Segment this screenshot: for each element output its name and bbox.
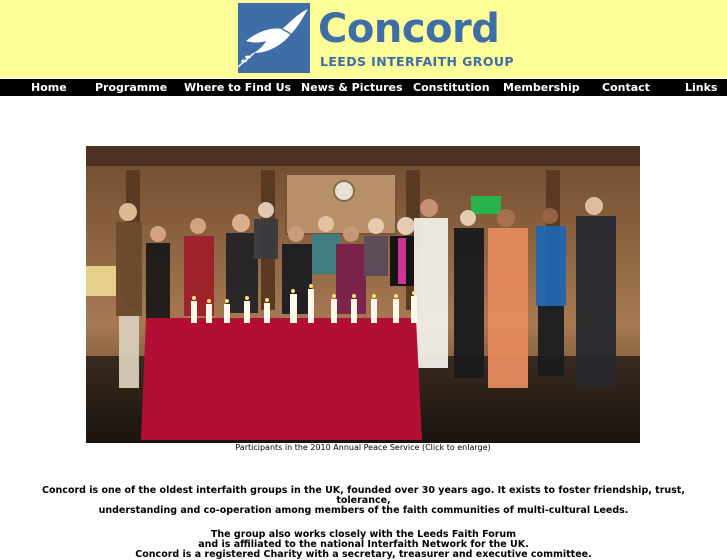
- photo-caption: Participants in the 2010 Annual Peace Service (Click to enlarge): [235, 443, 491, 452]
- intro-line: The group also works closely with the Leeds Faith Forum: [210, 529, 517, 540]
- intro-text: [20, 486, 707, 560]
- nav-home[interactable]: Home: [31, 81, 67, 94]
- logo-title: Concord: [318, 6, 500, 52]
- main-navigation: [0, 79, 727, 96]
- intro-line: understanding and co-operation among members of the faith communities of multi-cultural Leeds.: [98, 505, 629, 516]
- dove-icon: [238, 3, 310, 73]
- nav-membership[interactable]: Membership: [503, 81, 580, 94]
- logo-subtitle: LEEDS INTERFAITH GROUP: [320, 54, 514, 69]
- peace-service-photo[interactable]: [86, 146, 640, 443]
- nav-contact[interactable]: Contact: [602, 81, 650, 94]
- site-header: [0, 0, 727, 78]
- intro-line: Concord is a registered Charity with a secretary, treasurer and executive committee.: [135, 549, 592, 560]
- nav-where-to-find-us[interactable]: Where to Find Us: [184, 81, 292, 94]
- intro-line: Concord is one of the oldest interfaith groups in the UK, founded over 30 years ago. It exists to foster friendship, trust, tolerance,: [42, 485, 685, 506]
- nav-constitution[interactable]: Constitution: [413, 81, 490, 94]
- intro-line: and is affiliated to the national Interfaith Network for the UK.: [198, 539, 529, 550]
- nav-news-pictures[interactable]: News & Pictures: [301, 81, 403, 94]
- nav-links[interactable]: Links: [685, 81, 718, 94]
- site-logo[interactable]: [238, 3, 514, 74]
- nav-programme[interactable]: Programme: [95, 81, 168, 94]
